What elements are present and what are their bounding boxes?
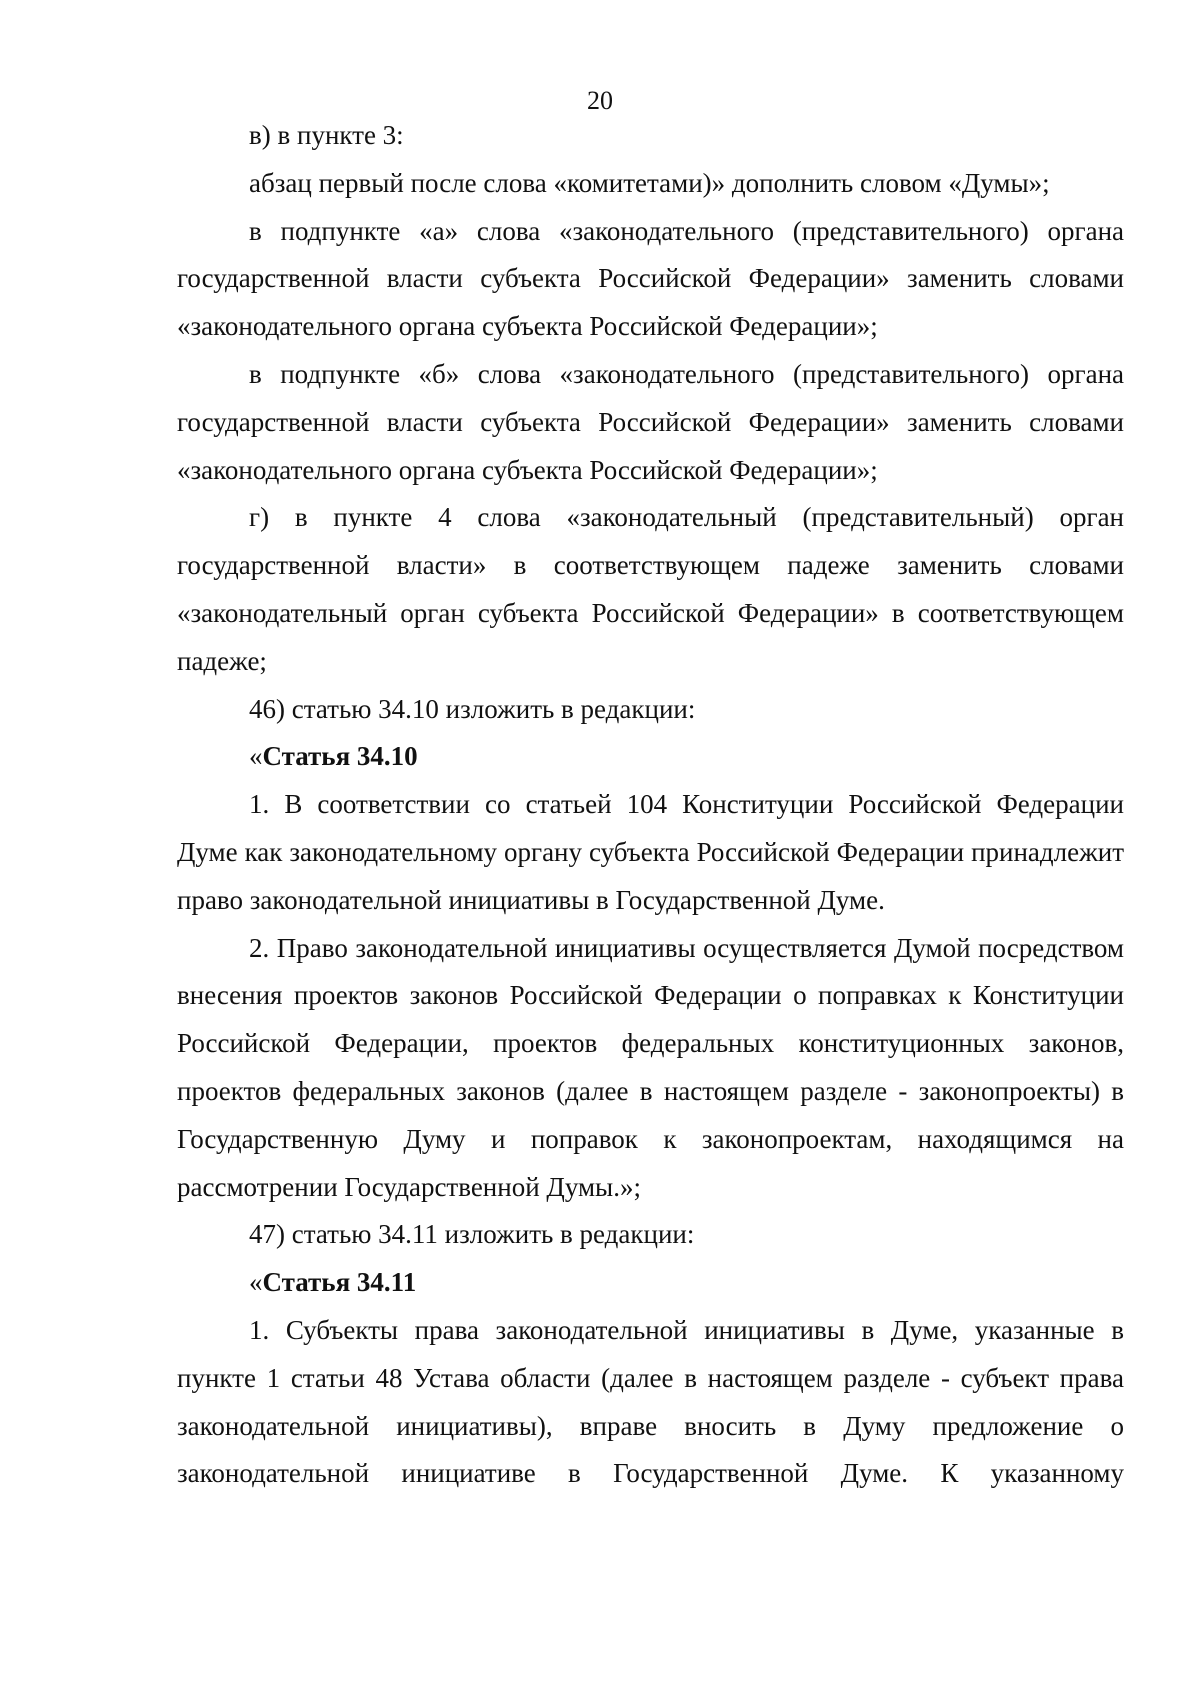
paragraph-item-v: в) в пункте 3:	[249, 120, 404, 150]
heading-title: Статья 34.10	[262, 741, 418, 772]
paragraph-item-46: 46) статью 34.10 изложить в редакции:	[249, 693, 696, 724]
paragraph-34-10-clause-2: 2. Право законодательной инициативы осуществляется Думой посредством внесения проектов законов Российской Федерации о поправках к Конституции Российской Федерации, проектов федеральных конституционных законов, проектов федеральных законов (далее в настоящем разделе - законопроекты) в Государственную Думу и поправок к законопроектам, находящимся на рассмотрении Государственной Думы.»;	[177, 932, 1124, 1202]
page-number: 20	[587, 86, 613, 115]
paragraph-item-47: 47) статью 34.11 изложить в редакции:	[249, 1219, 695, 1250]
article-heading-34-10	[177, 733, 1124, 781]
paragraph-item-g: г) в пункте 4 слова «законодательный (представительный) орган государственной власти» в соответствующем падеже заменить словами «законодательный орган субъекта Российской Федерации» в соответствующем падеже;	[177, 502, 1124, 676]
paragraph-podpunkt-a: в подпункте «а» слова «законодательного (представительного) органа государственной власти субъекта Российской Федерации» заменить словами «законодательного органа субъекта Российской Федерации»;	[177, 215, 1124, 342]
document-body	[177, 112, 1124, 1498]
heading-quote-mark: «	[249, 741, 263, 772]
heading-quote-mark: «	[249, 1267, 263, 1298]
heading-title: Статья 34.11	[262, 1267, 417, 1298]
paragraph-34-11-clause-1: 1. Субъекты права законодательной инициативы в Думе, указанные в пункте 1 статьи 48 Устава области (далее в настоящем разделе - субъект права законодательной инициативы), вправе вносить в Думу предложение о законодательной инициативе в Государственной Думе. К указанному	[177, 1314, 1124, 1489]
paragraph-podpunkt-b: в подпункте «б» слова «законодательного (представительного) органа государственной власти субъекта Российской Федерации» заменить словами «законодательного органа субъекта Российской Федерации»;	[177, 358, 1124, 485]
paragraph-abzac-pervyi: абзац первый после слова «комитетами)» дополнить словом «Думы»;	[249, 167, 1050, 198]
paragraph-34-10-clause-1: 1. В соответствии со статьей 104 Конституции Российской Федерации Думе как законодательному органу субъекта Российской Федерации принадлежит право законодательной инициативы в Государственной Думе.	[177, 789, 1124, 915]
article-heading-34-11	[177, 1259, 1124, 1307]
